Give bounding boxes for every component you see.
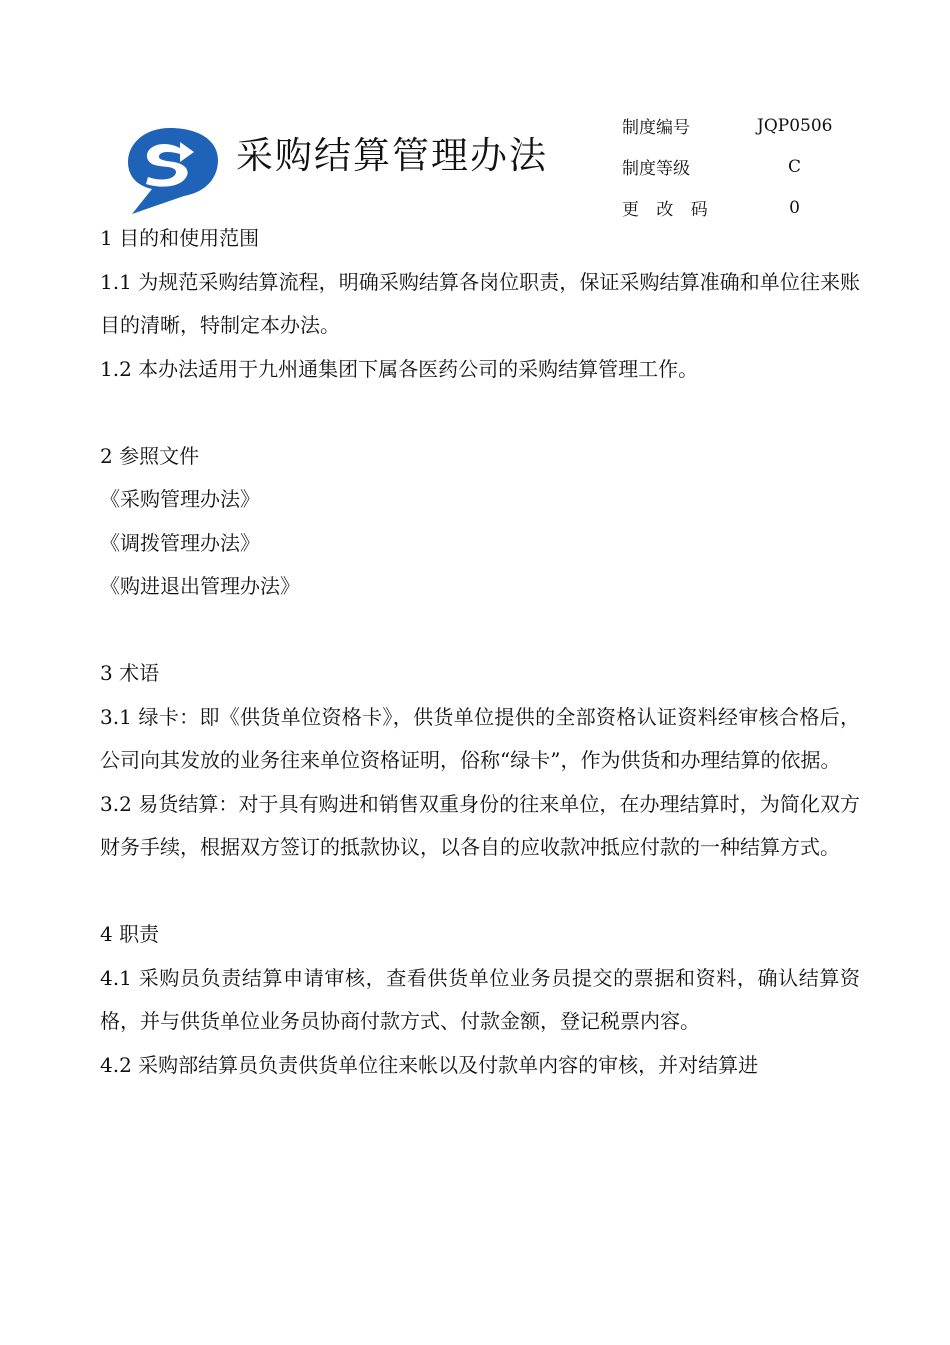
meta-row-level (622, 146, 842, 187)
section-4-1-paragraph: 4.1 采购员负责结算申请审核，查看供货单位业务员提交的票据和资料，确认结算资格，并与供货单位业务员协商付款方式、付款金额，登记税票内容。 (100, 965, 860, 1033)
section-1-1-paragraph: 1.1 为规范采购结算流程，明确采购结算各岗位职责，保证采购结算准确和单位往来账目的清晰，特制定本办法。 (100, 269, 860, 337)
spacer (100, 870, 860, 914)
meta-row-code (622, 105, 842, 146)
meta-label-level: 制度等级 (622, 159, 690, 179)
meta-value-revision: 0 (789, 197, 800, 218)
company-logo-icon (122, 122, 222, 216)
reference-item: 《购进退出管理办法》 (100, 574, 300, 598)
document-meta-table (622, 105, 842, 228)
section-3-2-paragraph: 3.2 易货结算：对于具有购进和销售双重身份的往来单位，在办理结算时，为简化双方财务手续，根据双方签订的抵款协议，以各自的应收款冲抵应付款的一种结算方式。 (100, 791, 860, 859)
section-1-2-paragraph: 1.2 本办法适用于九州通集团下属各医药公司的采购结算管理工作。 (100, 356, 699, 381)
section-3-heading: 3 术语 (100, 661, 160, 685)
section-2-heading: 2 参照文件 (100, 443, 200, 468)
spacer (100, 391, 860, 435)
spacer (100, 609, 860, 653)
section-4-2-paragraph: 4.2 采购部结算员负责供货单位往来帐以及付款单内容的审核，并对结算进 (100, 1052, 759, 1077)
reference-item: 《采购管理办法》 (100, 487, 260, 511)
meta-value-level: C (787, 156, 801, 177)
meta-value-code: JQP0506 (757, 115, 833, 136)
meta-label-revision: 更 改 码 (622, 200, 714, 220)
section-1-heading: 1 目的和使用范围 (100, 226, 260, 250)
reference-item: 《调拨管理办法》 (100, 530, 260, 555)
document-body (100, 217, 860, 1087)
section-3-1-paragraph: 3.1 绿卡：即《供货单位资格卡》，供货单位提供的全部资格认证资料经审核合格后，公司向其发放的业务往来单位资格证明，俗称“绿卡”，作为供货和办理结算的依据。 (100, 704, 860, 772)
section-4-heading: 4 职责 (100, 922, 160, 946)
document-title: 采购结算管理办法 (236, 134, 548, 177)
meta-label-code: 制度编号 (622, 118, 690, 138)
